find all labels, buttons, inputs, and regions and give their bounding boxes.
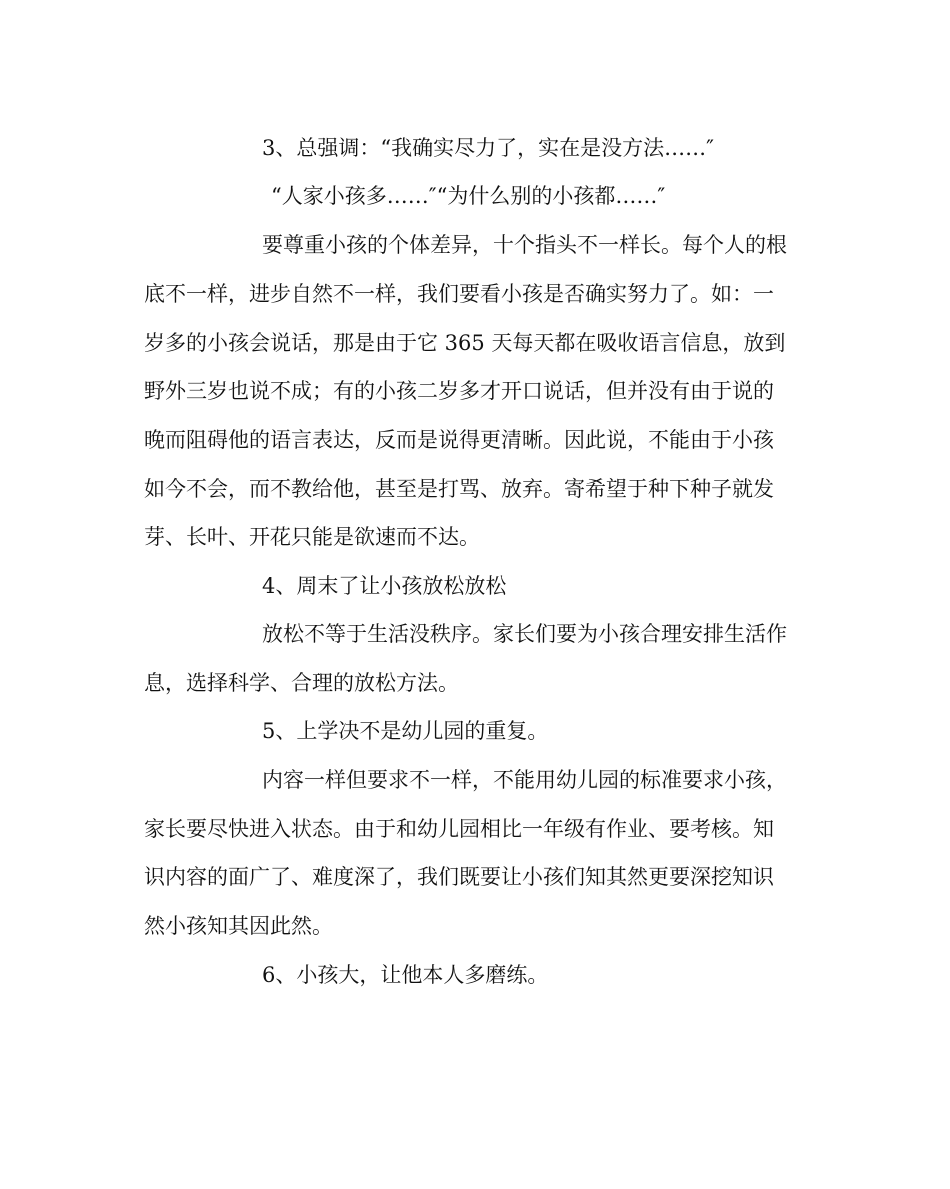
- heading-4: 4、周末了让小孩放松放松: [262, 574, 507, 598]
- paragraph-line: 芽、长叶、开花只能是欲速而不达。: [144, 525, 480, 549]
- paragraph-line: 家长要尽快进入状态。由于和幼儿园相比一年级有作业、要考核。知: [144, 817, 774, 841]
- paragraph-line: 野外三岁也说不成；有的小孩二岁多才开口说话，但并没有由于说的: [144, 379, 774, 403]
- heading-5: 5、上学决不是幼儿园的重复。: [262, 719, 549, 743]
- paragraph-line: 要尊重小孩的个体差异，十个指头不一样长。每个人的根: [262, 233, 787, 257]
- paragraph-line: 底不一样，进步自然不一样，我们要看小孩是否确实努力了。如：一: [144, 282, 774, 306]
- paragraph-line: 内容一样但要求不一样，不能用幼儿园的标准要求小孩，: [262, 768, 787, 792]
- paragraph-line: 然小孩知其因此然。: [144, 914, 333, 938]
- paragraph-line: 岁多的小孩会说话，那是由于它 365 天每天都在吸收语言信息，放到: [144, 331, 786, 355]
- paragraph-line: 放松不等于生活没秩序。家长们要为小孩合理安排生活作: [262, 622, 787, 646]
- paragraph-line: 识内容的面广了、难度深了，我们既要让小孩们知其然更要深挖知识: [144, 865, 774, 889]
- quote-line: “人家小孩多……″“为什么别的小孩都……″: [271, 184, 666, 208]
- heading-3: 3、总强调：“我确实尽力了，实在是没方法……″: [262, 136, 714, 160]
- paragraph-line: 如今不会，而不教给他，甚至是打骂、放弃。寄希望于种下种子就发: [144, 477, 774, 501]
- paragraph-line: 晚而阻碍他的语言表达，反而是说得更清晰。因此说，不能由于小孩: [144, 428, 774, 452]
- heading-6: 6、小孩大，让他本人多磨练。: [262, 963, 549, 987]
- paragraph-line: 息，选择科学、合理的放松方法。: [144, 671, 459, 695]
